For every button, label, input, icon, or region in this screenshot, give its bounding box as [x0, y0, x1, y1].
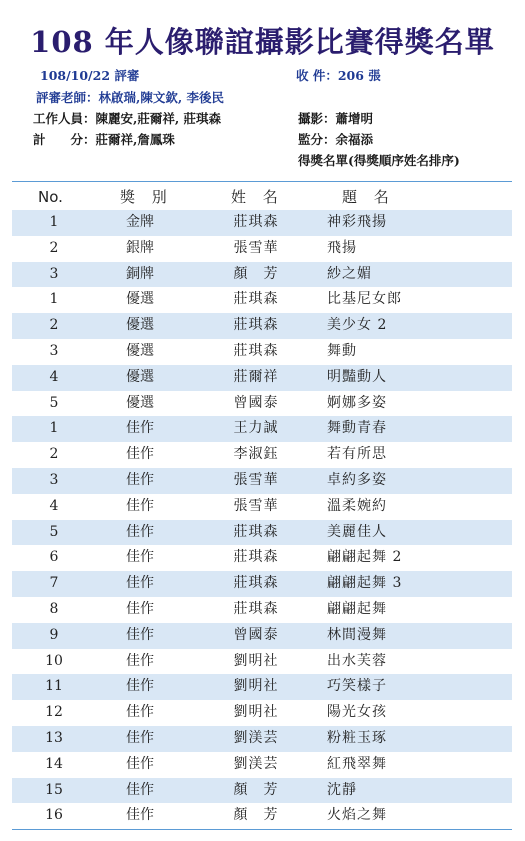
row-award: 佳作 — [126, 704, 154, 721]
list-note: 得獎名單(得獎順序姓名排序) — [298, 153, 460, 168]
table-row — [12, 236, 512, 262]
row-no: 9 — [49, 626, 59, 643]
row-name: 劉明社 — [233, 678, 279, 695]
table-row — [12, 700, 512, 726]
row-title: 陽光女孩 — [327, 704, 387, 721]
table-row — [12, 545, 512, 571]
row-name: 莊琪森 — [233, 214, 279, 230]
table-row — [12, 623, 512, 649]
row-award: 佳作 — [126, 600, 154, 617]
row-name: 張雪華 — [233, 497, 279, 514]
row-name: 劉渼芸 — [233, 729, 279, 746]
row-no: 5 — [49, 523, 59, 540]
table-row — [12, 262, 512, 288]
row-no: 11 — [45, 678, 63, 695]
row-name: 曾國泰 — [233, 626, 279, 643]
supervisor-line: 監分：余福添 — [298, 132, 374, 147]
row-title: 粉粧玉琢 — [327, 729, 387, 746]
row-no: 2 — [49, 446, 59, 463]
judging-date: 108/10/22 評審 — [40, 68, 140, 83]
table-row — [12, 803, 512, 829]
row-name: 張雪華 — [233, 471, 279, 488]
table-row — [12, 778, 512, 804]
row-title: 紗之媚 — [327, 265, 372, 282]
row-award: 佳作 — [126, 420, 154, 437]
row-award: 優選 — [126, 317, 154, 334]
row-no: 3 — [49, 342, 59, 359]
row-name: 李淑鈺 — [233, 446, 279, 463]
row-name: 顏 芳 — [233, 265, 279, 282]
table-row — [12, 339, 512, 365]
row-no: 10 — [45, 652, 63, 669]
row-award: 佳作 — [126, 549, 154, 566]
table-row — [12, 597, 512, 623]
row-no: 2 — [49, 317, 59, 334]
row-award: 優選 — [126, 342, 154, 359]
row-no: 7 — [49, 575, 59, 592]
row-name: 莊琪森 — [233, 600, 279, 617]
row-no: 6 — [49, 549, 59, 566]
row-award: 佳作 — [126, 575, 154, 592]
table-row — [12, 416, 512, 442]
row-no: 3 — [49, 265, 59, 282]
row-no: 5 — [49, 394, 59, 411]
table-row — [12, 674, 512, 700]
table-row — [12, 468, 512, 494]
row-title: 林間漫舞 — [327, 626, 387, 643]
table-row — [12, 210, 512, 236]
row-award: 佳作 — [126, 729, 154, 746]
row-award: 佳作 — [126, 652, 154, 669]
row-no: 4 — [49, 497, 59, 514]
row-no: 1 — [49, 214, 59, 230]
page-title: 108 年人像聯誼攝影比賽得獎名單 — [30, 25, 495, 59]
row-title: 舞動 — [327, 342, 357, 359]
row-no: 16 — [45, 807, 63, 824]
row-title: 比基尼女郎 — [327, 291, 402, 308]
row-title: 若有所思 — [327, 446, 387, 463]
row-award: 佳作 — [126, 626, 154, 643]
row-award: 優選 — [126, 394, 154, 411]
row-name: 張雪華 — [233, 239, 279, 256]
row-award: 佳作 — [126, 497, 154, 514]
table-bottom-rule — [12, 829, 512, 830]
row-award: 佳作 — [126, 678, 154, 695]
row-award: 銀牌 — [126, 239, 154, 256]
row-name: 顏 芳 — [233, 807, 279, 824]
row-award: 佳作 — [126, 755, 154, 772]
row-award: 優選 — [126, 291, 154, 308]
row-name: 劉明社 — [233, 652, 279, 669]
row-award: 佳作 — [126, 523, 154, 540]
judges-line: 評審老師：林啟瑞,陳文欽, 李後民 — [36, 90, 225, 105]
row-name: 莊琪森 — [233, 342, 279, 359]
row-award: 佳作 — [126, 781, 154, 798]
header-award: 獎 別 — [120, 188, 173, 206]
row-award: 佳作 — [126, 446, 154, 463]
row-title: 卓約多姿 — [327, 471, 387, 488]
row-title: 翩翩起舞 — [327, 600, 387, 617]
row-title: 神彩飛揚 — [327, 214, 387, 230]
row-title: 巧笑樣子 — [327, 678, 387, 695]
table-row — [12, 520, 512, 546]
row-no: 8 — [49, 600, 59, 617]
row-no: 12 — [45, 704, 63, 721]
row-name: 莊琪森 — [233, 291, 279, 308]
row-name: 劉明社 — [233, 704, 279, 721]
row-no: 14 — [45, 755, 63, 772]
row-title: 飛揚 — [327, 239, 357, 256]
row-title: 舞動青春 — [327, 420, 387, 437]
scoring-line: 計 分：莊爾祥,詹鳳珠 — [33, 132, 175, 147]
table-row — [12, 571, 512, 597]
row-no: 3 — [49, 471, 59, 488]
table-row — [12, 442, 512, 468]
row-name: 莊琪森 — [233, 317, 279, 334]
row-award: 佳作 — [126, 471, 154, 488]
row-title: 美麗佳人 — [327, 523, 387, 540]
row-no: 15 — [45, 781, 63, 798]
row-name: 王力誠 — [233, 420, 279, 437]
row-award: 金牌 — [126, 214, 154, 230]
row-name: 顏 芳 — [233, 781, 279, 798]
table-header — [12, 185, 512, 209]
table-row — [12, 287, 512, 313]
row-title: 翩翩起舞 3 — [327, 575, 403, 592]
table-top-rule — [12, 181, 512, 182]
row-title: 翩翩起舞 2 — [327, 549, 403, 566]
row-title: 婀娜多姿 — [327, 394, 387, 411]
header-title: 題 名 — [342, 188, 395, 206]
row-title: 美少女 2 — [327, 317, 388, 334]
row-name: 莊琪森 — [233, 549, 279, 566]
row-no: 1 — [49, 420, 59, 437]
row-award: 銅牌 — [126, 265, 154, 282]
table-row — [12, 649, 512, 675]
row-name: 莊琪森 — [233, 523, 279, 540]
table-row — [12, 313, 512, 339]
photographer-line: 攝影：蕭增明 — [298, 111, 374, 126]
staff-line: 工作人員：陳麗安,莊爾祥, 莊琪森 — [33, 111, 222, 126]
received-count: 收 件：206 張 — [296, 68, 381, 83]
row-name: 莊琪森 — [233, 575, 279, 592]
row-award: 佳作 — [126, 807, 154, 824]
header-no: No. — [38, 188, 63, 206]
row-no: 13 — [45, 729, 63, 746]
row-title: 溫柔婉約 — [327, 497, 387, 514]
header-name: 姓 名 — [231, 188, 284, 206]
row-title: 沈靜 — [327, 781, 357, 798]
table-row — [12, 752, 512, 778]
row-name: 劉渼芸 — [233, 755, 279, 772]
table-row — [12, 494, 512, 520]
awards-table — [12, 210, 512, 829]
row-no: 1 — [49, 291, 59, 308]
table-row — [12, 726, 512, 752]
row-name: 曾國泰 — [233, 394, 279, 411]
row-no: 2 — [49, 239, 59, 256]
table-row — [12, 365, 512, 391]
row-award: 優選 — [126, 368, 154, 385]
table-row — [12, 391, 512, 417]
row-title: 紅飛翠舞 — [327, 755, 387, 772]
row-no: 4 — [49, 368, 59, 385]
row-name: 莊爾祥 — [233, 368, 279, 385]
row-title: 明豔動人 — [327, 368, 387, 385]
row-title: 火焰之舞 — [327, 807, 387, 824]
row-title: 出水芙蓉 — [327, 652, 387, 669]
